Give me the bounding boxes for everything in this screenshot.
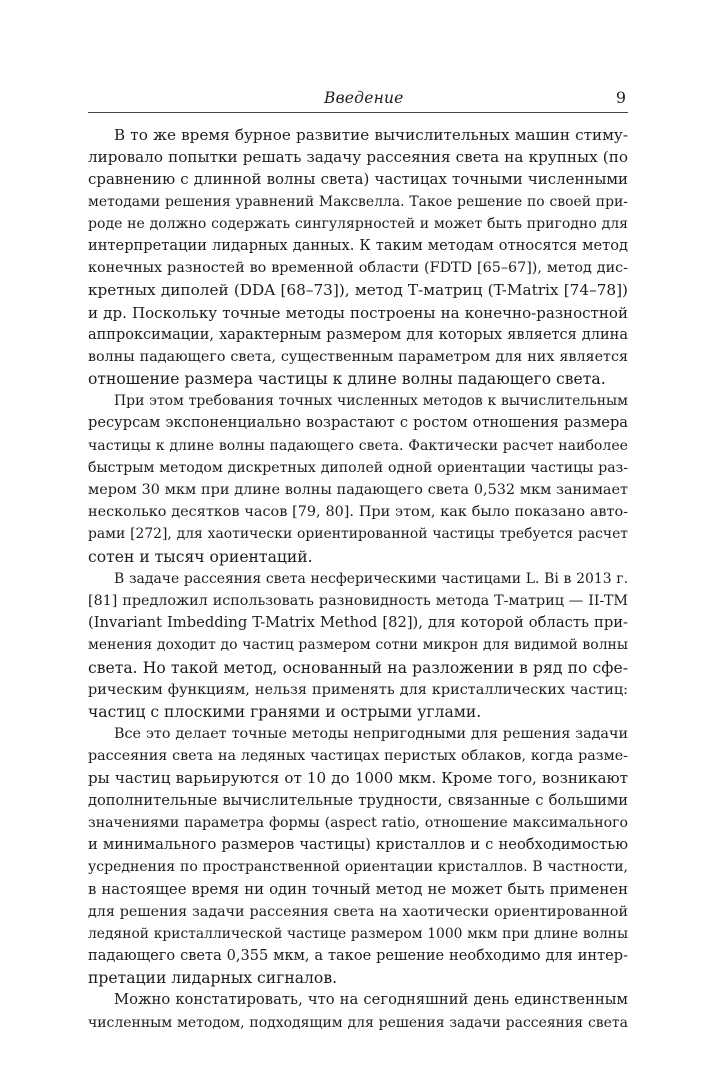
text-line: мером 30 мкм при длине волны падающего света 0,532 мкм занимает [88, 482, 628, 498]
text-line: в настоящее время ни один точный метод не может быть применен [88, 880, 628, 899]
page-number: 9 [615, 88, 626, 107]
text-line: света. Но такой метод, основанный на разложении в ряд по сфе- [88, 658, 628, 677]
text-line: частиц с плоскими гранями и острыми углами. [88, 702, 482, 721]
text-line: конечных разностей во временной области (FDTD [65–67]), метод дис- [88, 260, 628, 277]
text-line: частицы к длине волны падающего света. Фактически расчет наиболее [88, 437, 628, 454]
text-line: усреднения по пространственной ориентации кристаллов. В частности, [88, 859, 628, 876]
text-line: несколько десятков часов [79, 80]. При этом, как было показано авто- [88, 504, 628, 521]
text-line: отношение размера частицы к длине волны падающего света. [88, 370, 606, 389]
text-line: претации лидарных сигналов. [88, 969, 338, 988]
header-rule [88, 112, 628, 113]
text-line: ресурсам экспоненциально возрастают с ростом отношения размера [88, 414, 628, 432]
text-line: роде не должно содержать сингулярностей и может быть пригодно для [88, 215, 628, 232]
text-line: Все это делает точные методы непригодными для решения задачи [114, 726, 628, 743]
text-line: сотен и тысяч ориентаций. [88, 547, 313, 566]
text-line: методами решения уравнений Максвелла. Такое решение по своей при- [88, 193, 628, 210]
paragraph-3 [88, 568, 628, 723]
text-line: для решения задачи рассеяния света на хаотически ориентированной [88, 903, 628, 920]
text-line: и др. Поскольку точные методы построены на конечно-разностной [88, 303, 628, 322]
text-line: интерпретации лидарных данных. К таким методам относятся метод [88, 236, 628, 254]
paragraph-2 [88, 390, 628, 568]
text-line: численным методом, подходящим для решения задачи рассеяния света [88, 1014, 628, 1031]
text-line: аппроксимации, характерным размером для которых является длина [88, 326, 628, 343]
text-line: значениями параметра формы (aspect ratio, отношение максимального [88, 814, 628, 831]
body-text [88, 124, 628, 1034]
text-line: ледяной кристаллической частице размером 1000 мкм при длине волны [88, 925, 628, 942]
paragraph-1 [88, 124, 628, 390]
text-line: кретных диполей (DDA [68–73]), метод Т-матриц (T-Matrix [74–78]) [88, 281, 628, 300]
text-line: (Invariant Imbedding T-Matrix Method [82]), для которой область при- [88, 614, 628, 632]
text-line: рассеяния света на ледяных частицах перистых облаков, когда разме- [88, 748, 628, 765]
text-line: сравнению с длинной волны света) частицах точными численными [88, 170, 628, 189]
text-line: В то же время бурное развитие вычислительных машин стиму- [114, 126, 628, 144]
paragraph-5 [88, 989, 628, 1033]
running-head [88, 88, 628, 110]
text-line: ры частиц варьируются от 10 до 1000 мкм. Кроме того, возникают [88, 769, 628, 788]
text-line: дополнительные вычислительные трудности, связанные с большими [88, 791, 628, 809]
text-line: При этом требования точных численных методов к вычислительным [114, 393, 628, 410]
text-line: падающего света 0,355 мкм, а такое решение необходимо для интер- [88, 946, 628, 964]
text-line: Можно констатировать, что на сегодняшний день единственным [114, 991, 628, 1009]
text-line: рическим функциям, нельзя применять для кристаллических частиц: [88, 681, 628, 698]
paragraph-4 [88, 723, 628, 989]
text-line: [81] предложил использовать разновидность метода Т-матриц — II-TM [88, 592, 628, 609]
text-line: и минимального размеров частицы) кристаллов и с необходимостью [88, 836, 628, 853]
text-line: лировало попытки решать задачу рассеяния света на крупных (по [88, 148, 628, 167]
text-line: рами [272], для хаотически ориентированной частицы требуется расчет [88, 526, 628, 543]
text-line: быстрым методом дискретных диполей одной ориентации частицы раз- [88, 459, 628, 476]
text-line: волны падающего света, существенным параметром для них является [88, 348, 628, 365]
text-line: В задаче рассеяния света несферическими частицами L. Bi в 2013 г. [114, 570, 628, 587]
text-line: менения доходит до частиц размером сотни микрон для видимой волны [88, 637, 628, 654]
running-title: Введение [324, 89, 404, 107]
